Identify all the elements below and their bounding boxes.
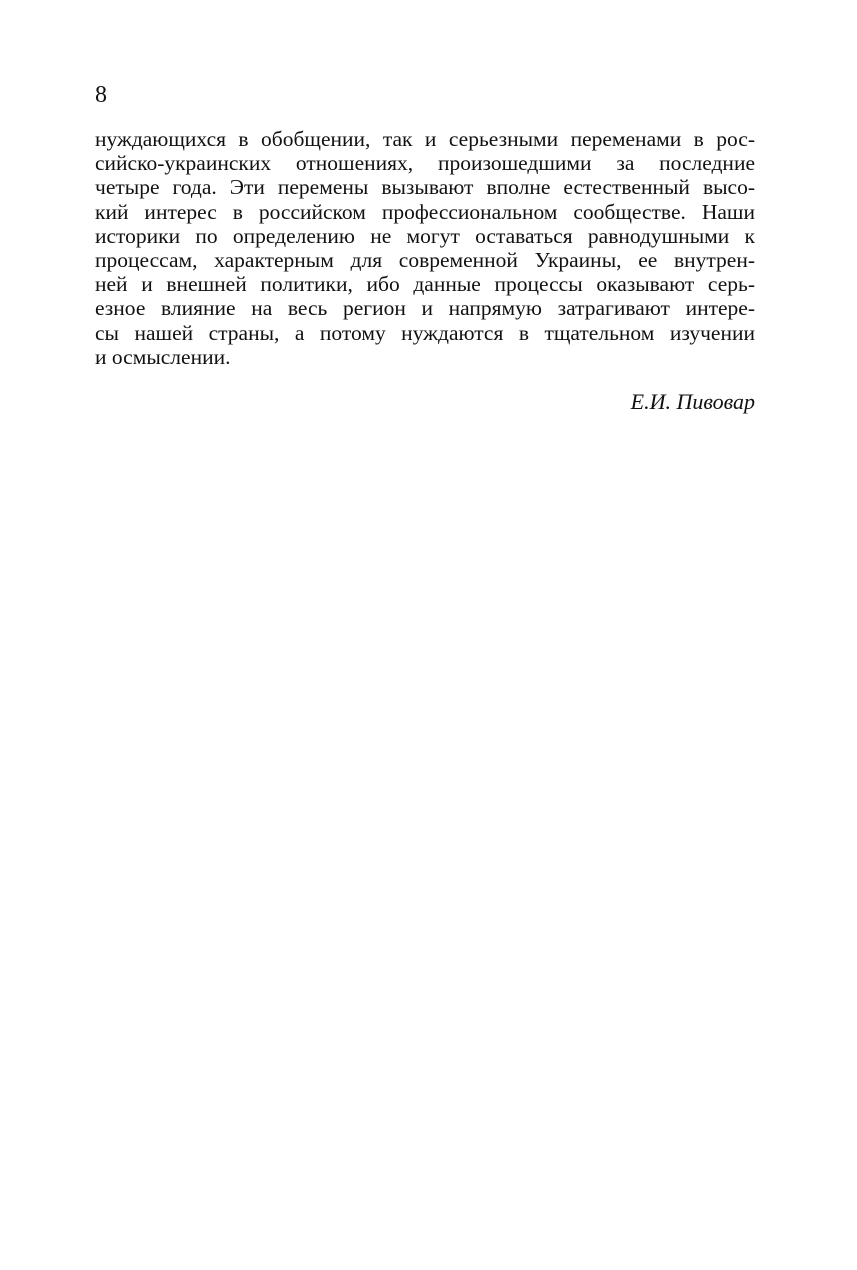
page-number: 8 bbox=[95, 82, 107, 108]
text-line: сийско-украинских отношениях, произошедшими за последние bbox=[95, 151, 755, 176]
text-line: процессам, характерным для современной Украины, ее внутрен- bbox=[95, 248, 755, 273]
author-signature: Е.И. Пивовар bbox=[630, 389, 755, 414]
text-line: сы нашей страны, а потому нуждаются в тщательном изучении bbox=[95, 320, 755, 345]
text-line: нуждающихся в обобщении, так и серьезными переменами в рос- bbox=[95, 127, 755, 151]
text-line: ней и внешней политики, ибо данные процессы оказывают серь- bbox=[95, 272, 755, 297]
text-line: четыре года. Эти перемены вызывают вполне естественный высо- bbox=[95, 175, 755, 200]
body-paragraph bbox=[95, 127, 755, 369]
text-line: историки по определению не могут оставаться равнодушными к bbox=[95, 223, 755, 248]
text-line: езное влияние на весь регион и напрямую затрагивают интере- bbox=[95, 296, 755, 321]
text-line: и осмыслении. bbox=[95, 344, 231, 369]
text-line: кий интерес в российском профессиональном сообществе. Наши bbox=[95, 199, 755, 224]
